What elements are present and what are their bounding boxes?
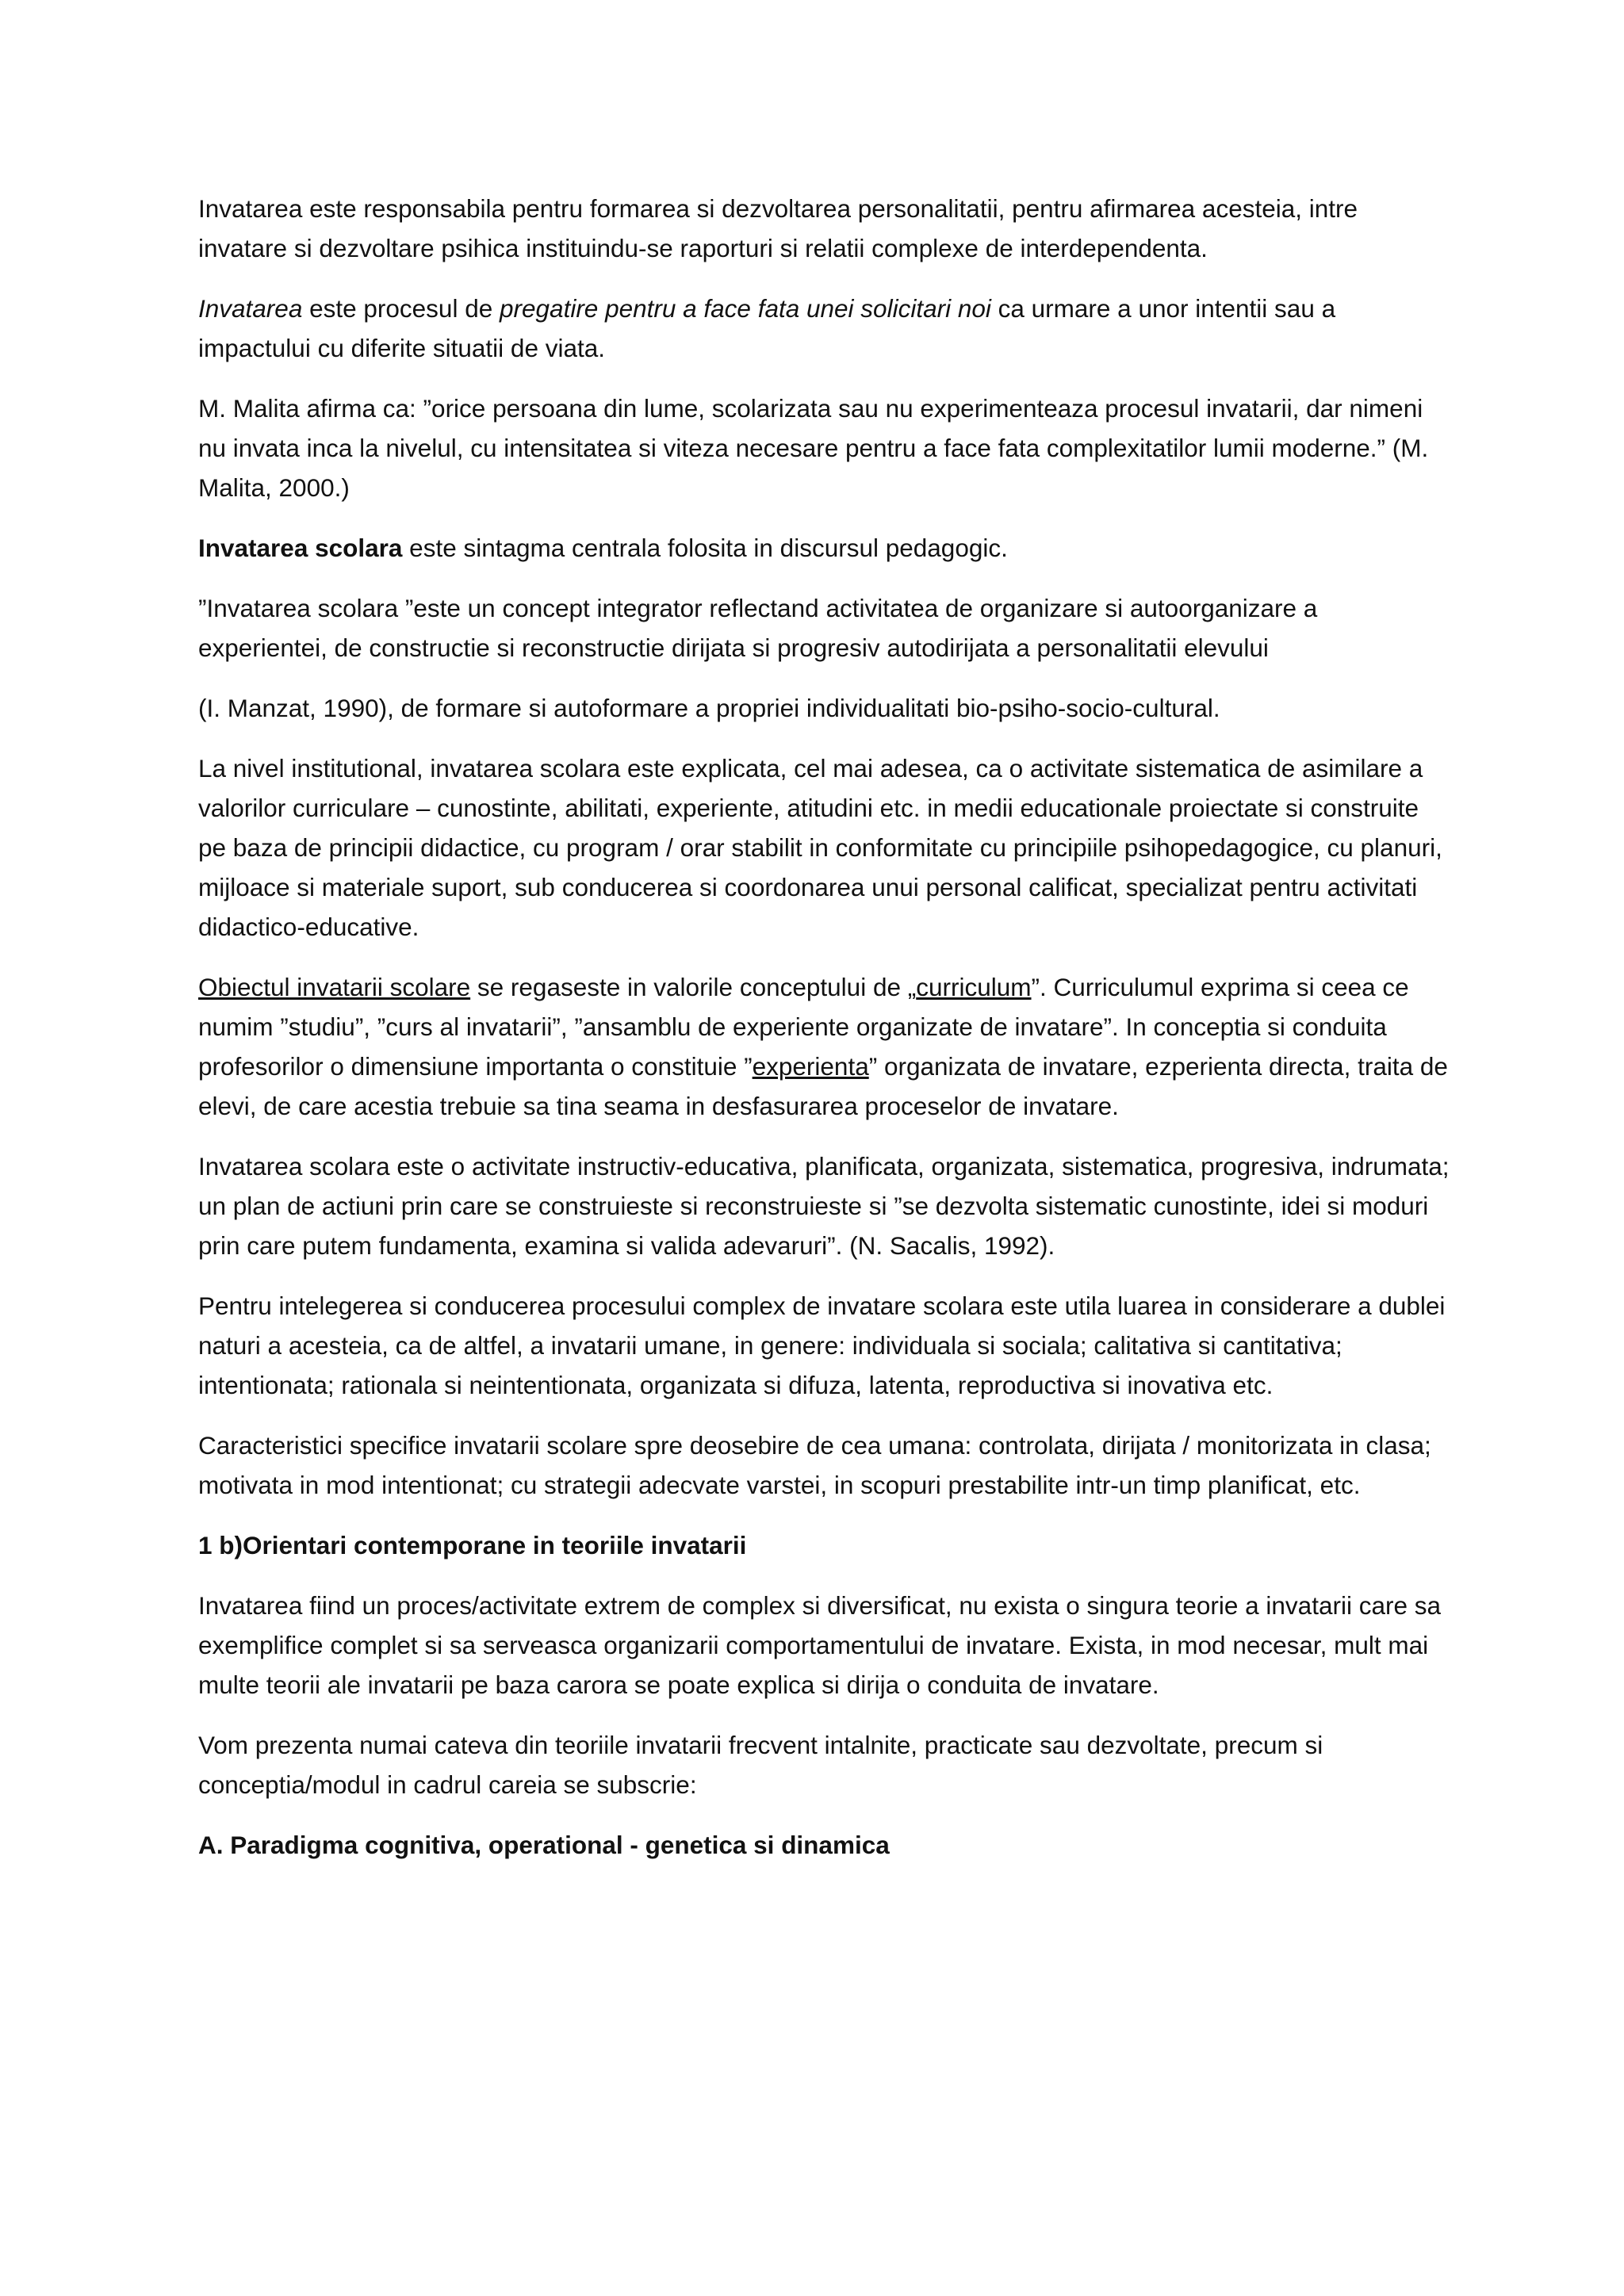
paragraph-8-text-c: ” organizata de invatare, ezperienta directa, traita de elevi, de care acestia trebuie sa tina seama in desfasurarea proceselor de invatare. — [198, 1052, 1448, 1120]
paragraph-8-text-a: se regaseste in valorile conceptului de „ — [470, 973, 917, 1001]
italic-term-invatarea: Invatarea — [198, 294, 303, 323]
paragraph-4-text: este sintagma centrala folosita in discursul pedagogic. — [402, 534, 1008, 562]
italic-definition: pregatire pentru a face fata unei solicitari noi — [500, 294, 991, 323]
paragraph-2-text-a: este procesul de — [302, 294, 500, 323]
paragraph-11: Caracteristici specifice invatarii scolare spre deosebire de cea umana: controlata, dirijata / monitorizata in clasa; motivata in mod intentionat; cu strategii adecvate varstei, in scopuri prestabilite intr-un timp planificat, etc. — [198, 1431, 1431, 1499]
section-heading-a: A. Paradigma cognitiva, operational - genetica si dinamica — [198, 1831, 890, 1859]
bold-term-invatarea-scolara: Invatarea scolara — [198, 534, 403, 562]
paragraph-8 — [198, 967, 1451, 1126]
paragraph-7: La nivel institutional, invatarea scolara este explicata, cel mai adesea, ca o activitate sistematica de asimilare a valorilor curriculare – cunostinte, abilitati, experiente, atitudini etc. in medii educationale proiectate si construite pe baza de principii didactice, cu program / orar stabilit in conformitate cu principiile psihopedagogice, cu planuri, mijloace si materiale suport, sub conducerea si coordonarea unui personal calificat, specializat pentru activitati didactico-educative. — [198, 754, 1442, 941]
paragraph-2 — [198, 289, 1451, 368]
paragraph-13: Vom prezenta numai cateva din teoriile invatarii frecvent intalnite, practicate sau dezvoltate, precum si conceptia/modul in cadrul careia se subscrie: — [198, 1731, 1323, 1799]
paragraph-2-text-b: ca urmare a unor intentii sau a impactului cu diferite situatii de viata. — [198, 294, 1336, 362]
paragraph-1: Invatarea este responsabila pentru formarea si dezvoltarea personalitatii, pentru afirmarea acesteia, intre invatare si dezvoltare psihica instituindu-se raporturi si relatii complexe de interdependenta. — [198, 194, 1358, 262]
underlined-term-experienta: experienta — [752, 1052, 869, 1081]
paragraph-5: ”Invatarea scolara ”este un concept integrator reflectand activitatea de organizare si autoorganizare a experientei, de constructie si reconstructie dirijata si progresiv autodirijata a personalitatii elevului — [198, 594, 1318, 662]
paragraph-9: Invatarea scolara este o activitate instructiv-educativa, planificata, organizata, sistematica, progresiva, indrumata; un plan de actiuni prin care se construieste si reconstruieste si ”se dezvolta sistematic cunostinte, idei si moduri prin care putem fundamenta, examina si valida adevaruri”. (N. Sacalis, 1992). — [198, 1152, 1450, 1260]
underlined-term-curriculum: curriculum — [916, 973, 1032, 1001]
section-heading-1b: 1 b)Orientari contemporane in teoriile invatarii — [198, 1531, 747, 1559]
underlined-term-obiectul: Obiectul invatarii scolare — [198, 973, 471, 1001]
document-page — [198, 189, 1451, 1885]
paragraph-10: Pentru intelegerea si conducerea procesului complex de invatare scolara este utila luarea in considerare a dublei naturi a acesteia, ca de altfel, a invatarii umane, in genere: individuala si sociala; calitativa si cantitativa; intentionata; rationala si neintentionata, organizata si difuza, latenta, reproductiva si inovativa etc. — [198, 1292, 1446, 1399]
paragraph-6: (I. Manzat, 1990), de formare si autoformare a propriei individualitati bio-psiho-socio-cultural. — [198, 694, 1220, 722]
paragraph-3: M. Malita afirma ca: ”orice persoana din lume, scolarizata sau nu experimenteaza procesul invatarii, dar nimeni nu invata inca la nivelul, cu intensitatea si viteza necesare pentru a face fata complexitatilor lumii moderne.” (M. Malita, 2000.) — [198, 394, 1429, 502]
paragraph-12: Invatarea fiind un proces/activitate extrem de complex si diversificat, nu exista o singura teorie a invatarii care sa exemplifice complet si sa serveasca organizarii comportamentului de invatare. Exista, in mod necesar, mult mai multe teorii ale invatarii pe baza carora se poate explica si dirija o conduita de invatare. — [198, 1591, 1442, 1699]
paragraph-4 — [198, 528, 1451, 568]
paragraph-8-text-b: ”. Curriculumul exprima si ceea ce numim ”studiu”, ”curs al invatarii”, ”ansamblu de experiente organizate de invatare”. In conceptia si conduita profesorilor o dimensiune importanta o constituie ” — [198, 973, 1409, 1081]
